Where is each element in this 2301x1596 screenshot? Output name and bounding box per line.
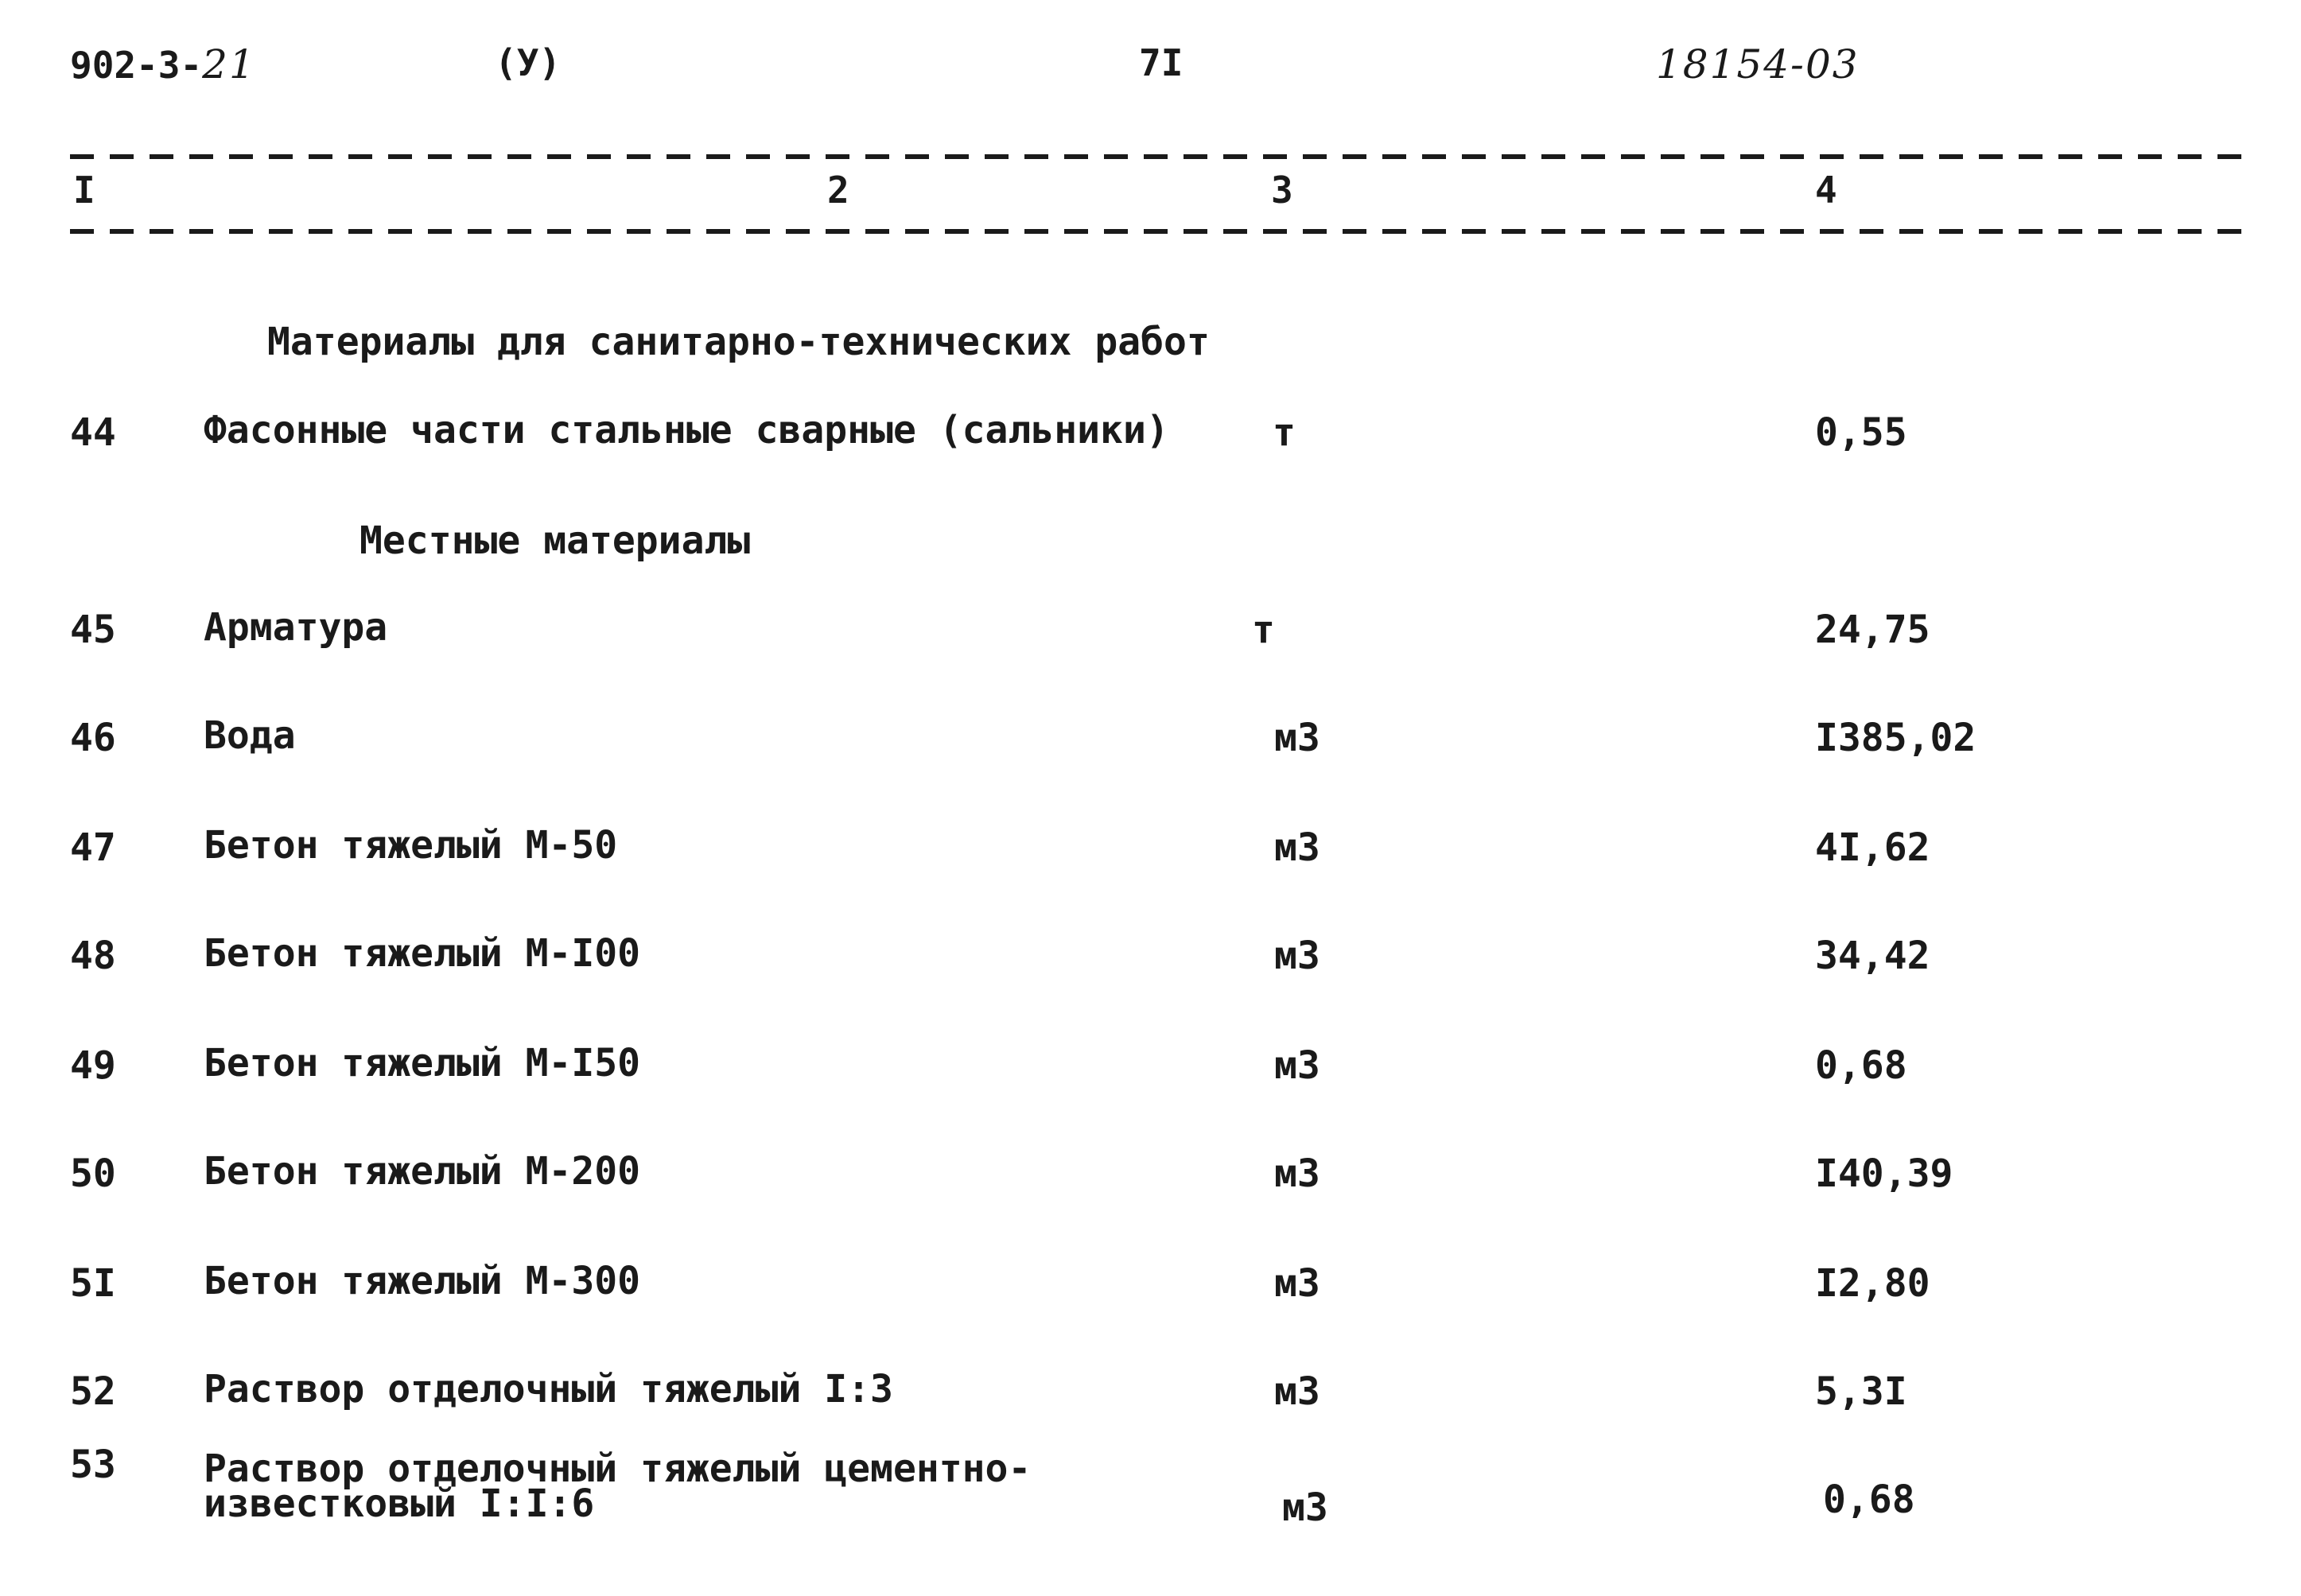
row-number: 45: [70, 608, 116, 652]
row-quantity: I40,39: [1815, 1151, 1953, 1196]
document-code-printed: 902-3-: [70, 44, 203, 87]
row-name: Бетон тяжелый М-I00: [204, 931, 641, 976]
row-unit: т: [1252, 608, 1275, 652]
row-quantity: 0,68: [1815, 1043, 1907, 1088]
row-number: 47: [70, 825, 116, 870]
row-name: Фасонные части стальные сварные (сальники): [204, 408, 1169, 452]
row-unit: м3: [1274, 1369, 1320, 1414]
row-number: 5I: [70, 1261, 116, 1306]
column-header-4: 4: [1815, 169, 1837, 212]
row-number: 44: [70, 410, 116, 455]
row-number: 49: [70, 1043, 116, 1088]
row-name: Бетон тяжелый М-50: [204, 823, 618, 868]
document-code-handwritten: 21: [202, 41, 256, 87]
row-name-line-1: Раствор отделочный тяжелый цементно-: [204, 1446, 1032, 1491]
header-divider-bottom: [70, 229, 2254, 234]
row-number: 48: [70, 934, 116, 978]
row-unit: т: [1273, 410, 1296, 455]
row-name: Бетон тяжелый М-300: [204, 1259, 641, 1303]
page-number: 7I: [1139, 41, 1184, 84]
row-number: 53: [70, 1443, 116, 1487]
row-quantity: 4I,62: [1815, 825, 1930, 870]
row-name: Раствор отделочный тяжелый I:3: [204, 1367, 893, 1412]
row-quantity: 34,42: [1815, 934, 1930, 978]
header-divider-top: [70, 154, 2254, 159]
section-heading-local: Местные материалы: [360, 518, 751, 563]
column-header-3: 3: [1271, 169, 1293, 212]
row-unit: м3: [1274, 716, 1320, 760]
row-unit: м3: [1274, 825, 1320, 870]
document-mark: (У): [495, 41, 562, 84]
row-name: Бетон тяжелый М-200: [204, 1149, 641, 1194]
row-name: Арматура: [204, 605, 388, 650]
row-quantity: 24,75: [1815, 608, 1930, 652]
row-number: 46: [70, 716, 116, 760]
row-name-line-2: известковый I:I:6: [204, 1481, 595, 1526]
row-unit: м3: [1274, 1151, 1320, 1196]
row-quantity: 0,55: [1815, 410, 1907, 455]
row-unit: м3: [1282, 1485, 1328, 1530]
row-quantity: I385,02: [1815, 716, 1976, 760]
row-name: Бетон тяжелый М-I50: [204, 1041, 641, 1085]
row-quantity: 0,68: [1823, 1478, 1915, 1522]
row-number: 50: [70, 1151, 116, 1196]
column-header-2: 2: [827, 169, 849, 212]
section-heading-sanitary: Материалы для санитарно-технических работ: [267, 320, 1210, 364]
row-unit: м3: [1274, 1261, 1320, 1306]
document-code: [70, 41, 256, 87]
column-header-1: I: [73, 169, 95, 212]
row-number: 52: [70, 1369, 116, 1414]
row-quantity: 5,3I: [1815, 1369, 1907, 1414]
row-unit: м3: [1274, 934, 1320, 978]
inventory-number: 18154-03: [1656, 41, 1860, 87]
row-quantity: I2,80: [1815, 1261, 1930, 1306]
row-name: Вода: [204, 713, 296, 758]
row-unit: м3: [1274, 1043, 1320, 1088]
